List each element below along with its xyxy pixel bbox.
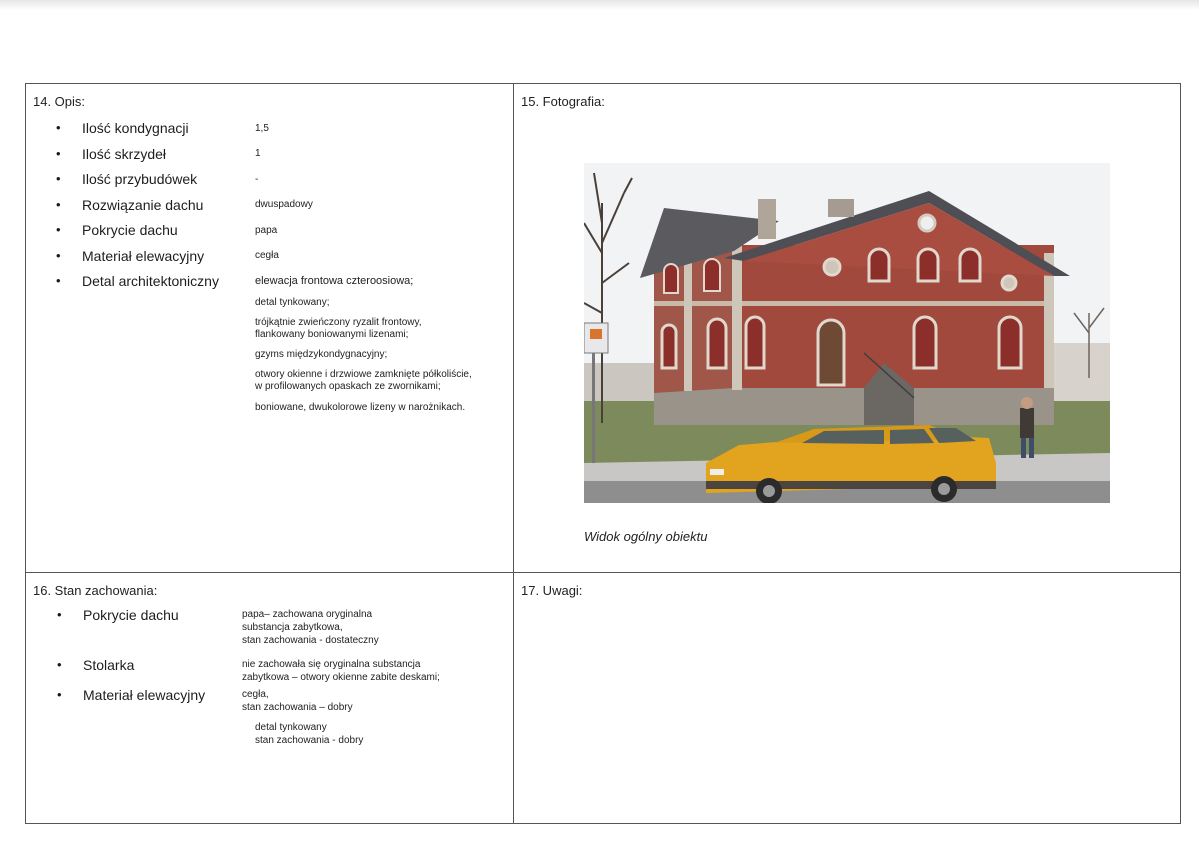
bullet-icon: •: [56, 222, 61, 237]
item-label: Ilość skrzydeł: [82, 146, 167, 162]
item-value: stan zachowania - dostateczny: [242, 635, 379, 646]
bullet-icon: •: [56, 120, 61, 135]
item-label: Stolarka: [83, 657, 135, 673]
item-label: Ilość kondygnacji: [82, 120, 189, 136]
detail-line: w profilowanych opaskach ze zwornikami;: [255, 381, 441, 392]
item-value: papa– zachowana oryginalna: [242, 609, 373, 620]
item-value: -: [255, 174, 259, 185]
uwagi-title: 17. Uwagi:: [521, 583, 583, 598]
fotografia-title: 15. Fotografia:: [521, 94, 605, 109]
bullet-icon: •: [57, 657, 62, 672]
building-photo: [584, 163, 1110, 503]
opis-title: 14. Opis:: [33, 94, 86, 109]
extra-line: detal tynkowany: [255, 722, 327, 733]
item-label: Pokrycie dachu: [83, 607, 179, 623]
item-label: Detal architektoniczny: [82, 273, 219, 289]
bullet-icon: •: [56, 273, 61, 288]
item-value: zabytkowa – otwory okienne zabite deskami;: [242, 672, 440, 683]
item-value: stan zachowania – dobry: [242, 702, 353, 713]
bullet-icon: •: [56, 197, 61, 212]
bullet-icon: •: [57, 687, 62, 702]
item-value: substancja zabytkowa,: [242, 622, 343, 633]
photo-caption: Widok ogólny obiektu: [584, 529, 708, 544]
detail-line: flankowany boniowanymi lizenami;: [255, 329, 409, 340]
detail-line: boniowane, dwukolorowe lizeny w narożnikach.: [255, 402, 466, 413]
item-value: dwuspadowy: [255, 199, 313, 210]
row-divider: [26, 572, 1180, 573]
bullet-icon: •: [56, 248, 61, 263]
item-label: Rozwiązanie dachu: [82, 197, 204, 213]
item-value: 1: [255, 148, 261, 159]
bullet-icon: •: [56, 171, 61, 186]
item-label: Materiał elewacyjny: [83, 687, 206, 703]
item-label: Pokrycie dachu: [82, 222, 178, 238]
bullet-icon: •: [56, 146, 61, 161]
detail-line: gzyms międzykondygnacyjny;: [255, 349, 388, 360]
column-divider: [513, 84, 514, 823]
scan-top-edge: [0, 0, 1199, 10]
bullet-icon: •: [57, 607, 62, 622]
item-value: elewacja frontowa czteroosiowa;: [255, 275, 414, 287]
stan-title: 16. Stan zachowania:: [33, 583, 158, 598]
item-label: Materiał elewacyjny: [82, 248, 205, 264]
extra-line: stan zachowania - dobry: [255, 735, 364, 746]
item-value: cegła: [255, 250, 279, 261]
detail-line: detal tynkowany;: [255, 297, 330, 308]
item-value: 1,5: [255, 123, 269, 134]
item-value: cegła,: [242, 689, 269, 700]
detail-line: otwory okienne i drzwiowe zamknięte półkoliście,: [255, 369, 472, 380]
item-value: nie zachowała się oryginalna substancja: [242, 659, 421, 670]
item-label: Ilość przybudówek: [82, 171, 198, 187]
detail-line: trójkątnie zwieńczony ryzalit frontowy,: [255, 317, 422, 328]
item-value: papa: [255, 225, 278, 236]
